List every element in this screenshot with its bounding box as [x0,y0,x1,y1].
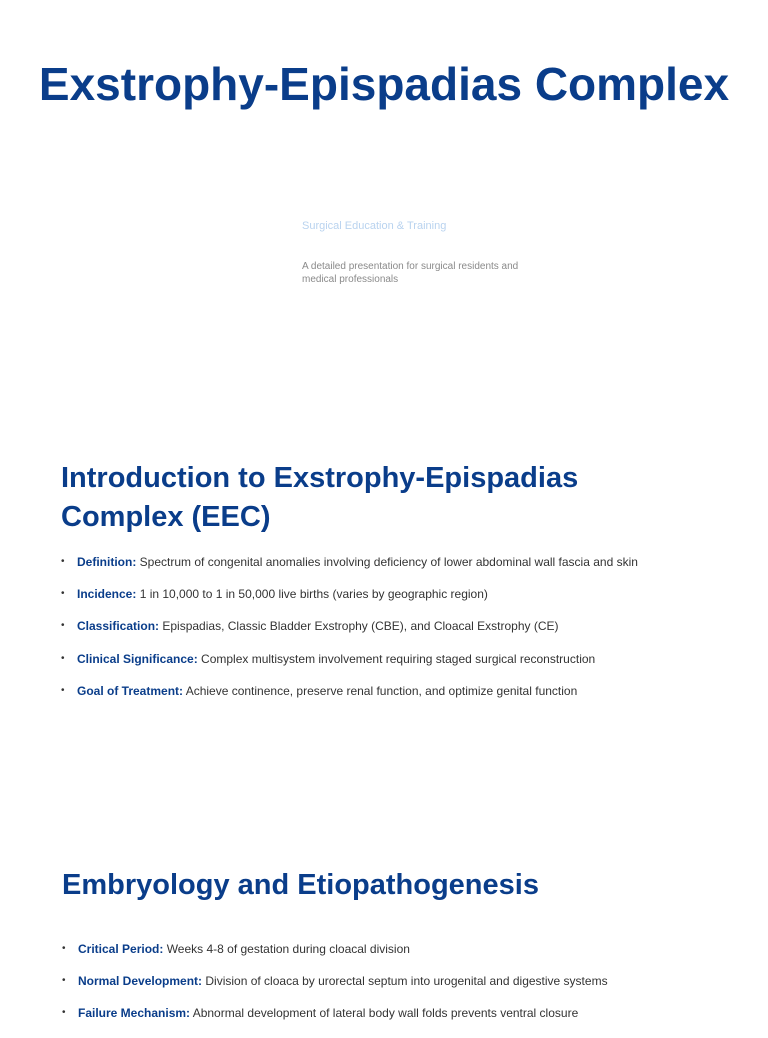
bullet-icon: • [61,556,65,567]
bullet-term: Failure Mechanism: [78,1006,191,1021]
bullet-text: Epispadias, Classic Bladder Exstrophy (CBE), and Cloacal Exstrophy (CE) [159,619,559,634]
list-item [61,586,741,618]
bullet-text: 1 in 10,000 to 1 in 50,000 live births (varies by geographic region) [136,587,488,602]
section-heading-introduction: Introduction to Exstrophy-Epispadias Complex (EEC) [61,462,579,533]
bullet-term: Goal of Treatment: [77,683,184,698]
bullet-icon: • [61,588,65,600]
bullet-icon: • [62,943,66,954]
bullet-icon: • [61,652,65,664]
bullet-icon: • [62,1007,66,1019]
presentation-title: Exstrophy-Epispadias Complex [38,58,730,110]
bullet-icon: • [61,620,65,632]
bullet-text: Achieve continence, preserve renal function, and optimize genital function [183,683,578,698]
list-item [62,1005,742,1037]
section-heading-embryology: Embryology and Etiopathogenesis [62,869,539,901]
bullet-text: Spectrum of congenital anomalies involving deficiency of lower abdominal wall fascia and skin [136,555,638,569]
presentation-subtitle: Surgical Education & Training [302,220,447,232]
bullet-text: Complex multisystem involvement requiring staged surgical reconstruction [197,651,596,666]
bullet-icon: • [62,975,66,987]
bullet-text: Division of cloaca by urorectal septum into urogenital and digestive systems [202,974,608,989]
introduction-bullet-list [61,554,741,715]
embryology-bullet-list [62,941,742,1038]
bullet-term: Clinical Significance: [77,651,198,666]
list-item [62,973,742,1005]
list-item [61,618,741,650]
bullet-term: Normal Development: [78,974,203,989]
bullet-term: Incidence: [77,587,137,602]
bullet-icon: • [61,684,65,696]
presentation-description: A detailed presentation for surgical residents and medical professionals [302,261,519,285]
list-item [61,651,741,683]
bullet-text: Abnormal development of lateral body wall folds prevents ventral closure [190,1006,579,1021]
list-item [61,554,741,586]
bullet-term: Definition: [77,555,137,569]
bullet-text: Weeks 4-8 of gestation during cloacal division [163,942,410,956]
list-item [62,941,742,973]
bullet-term: Critical Period: [78,942,164,956]
bullet-term: Classification: [77,619,160,634]
list-item [61,683,741,715]
